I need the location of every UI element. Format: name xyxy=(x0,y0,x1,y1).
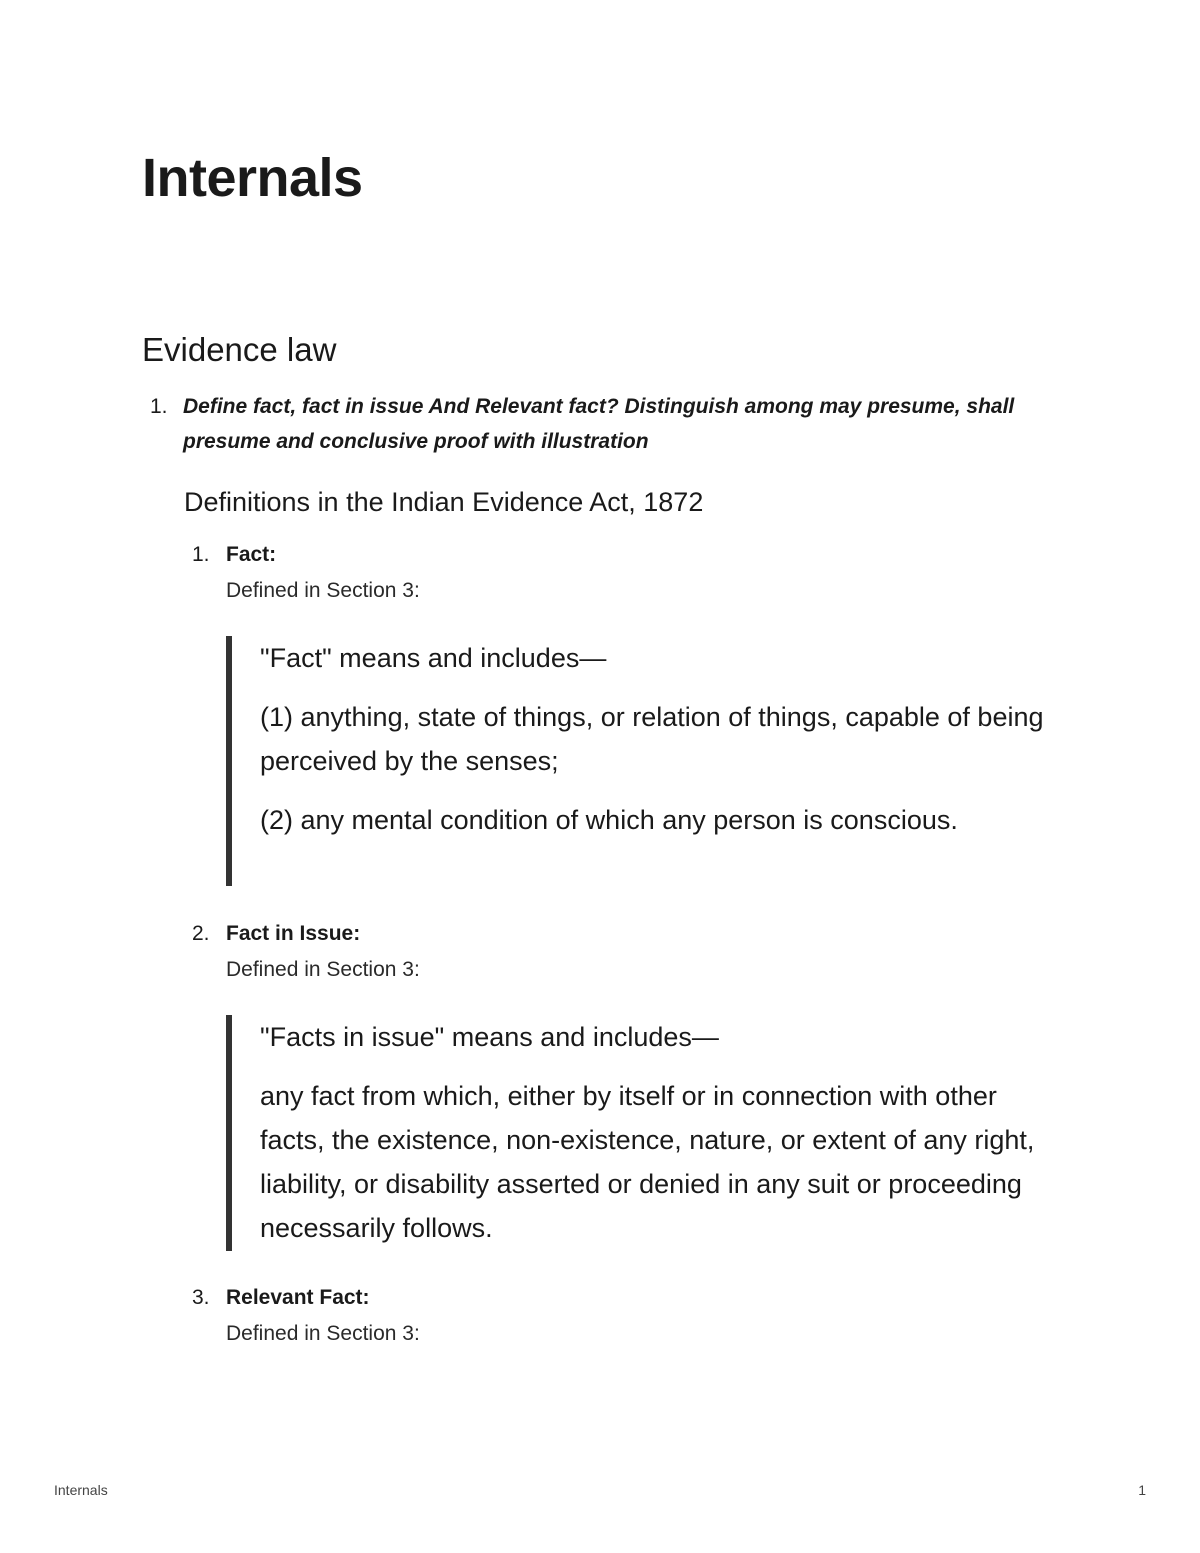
question-number: 1. xyxy=(150,395,168,418)
footer-page-number: 1 xyxy=(1138,1482,1146,1498)
definition-term: Fact in Issue: xyxy=(226,922,361,945)
definition-term: Fact: xyxy=(226,543,277,566)
question-text: Define fact, fact in issue And Relevant fact? Distinguish among may presume, shall presume and conclusive proof with illustration xyxy=(183,395,1015,453)
definitions-subheading: Definitions in the Indian Evidence Act, 1872 xyxy=(184,487,704,517)
quote-line: (2) any mental condition of which any person is conscious. xyxy=(260,805,958,835)
page-title: Internals xyxy=(142,148,363,208)
section-heading: Evidence law xyxy=(142,331,337,368)
definition-term: Relevant Fact: xyxy=(226,1286,370,1309)
definition-source: Defined in Section 3: xyxy=(226,1322,420,1345)
definition-quote-fact-in-issue xyxy=(226,1015,1056,1251)
footer-document-title: Internals xyxy=(54,1482,108,1498)
definition-number: 1. xyxy=(192,543,210,566)
definition-source: Defined in Section 3: xyxy=(226,579,420,602)
definition-number: 3. xyxy=(192,1286,210,1309)
definition-source: Defined in Section 3: xyxy=(226,958,420,981)
quote-line: (1) anything, state of things, or relation of things, capable of being perceived by the senses; xyxy=(260,702,1044,776)
quote-line: "Facts in issue" means and includes— xyxy=(260,1022,719,1052)
definition-quote-fact xyxy=(226,636,1056,886)
quote-line: any fact from which, either by itself or in connection with other facts, the existence, non-existence, nature, or extent of any right, liability, or disability asserted or denied in any suit or proceeding necessarily follows. xyxy=(260,1081,1035,1243)
definition-number: 2. xyxy=(192,922,210,945)
quote-line: "Fact" means and includes— xyxy=(260,643,607,673)
